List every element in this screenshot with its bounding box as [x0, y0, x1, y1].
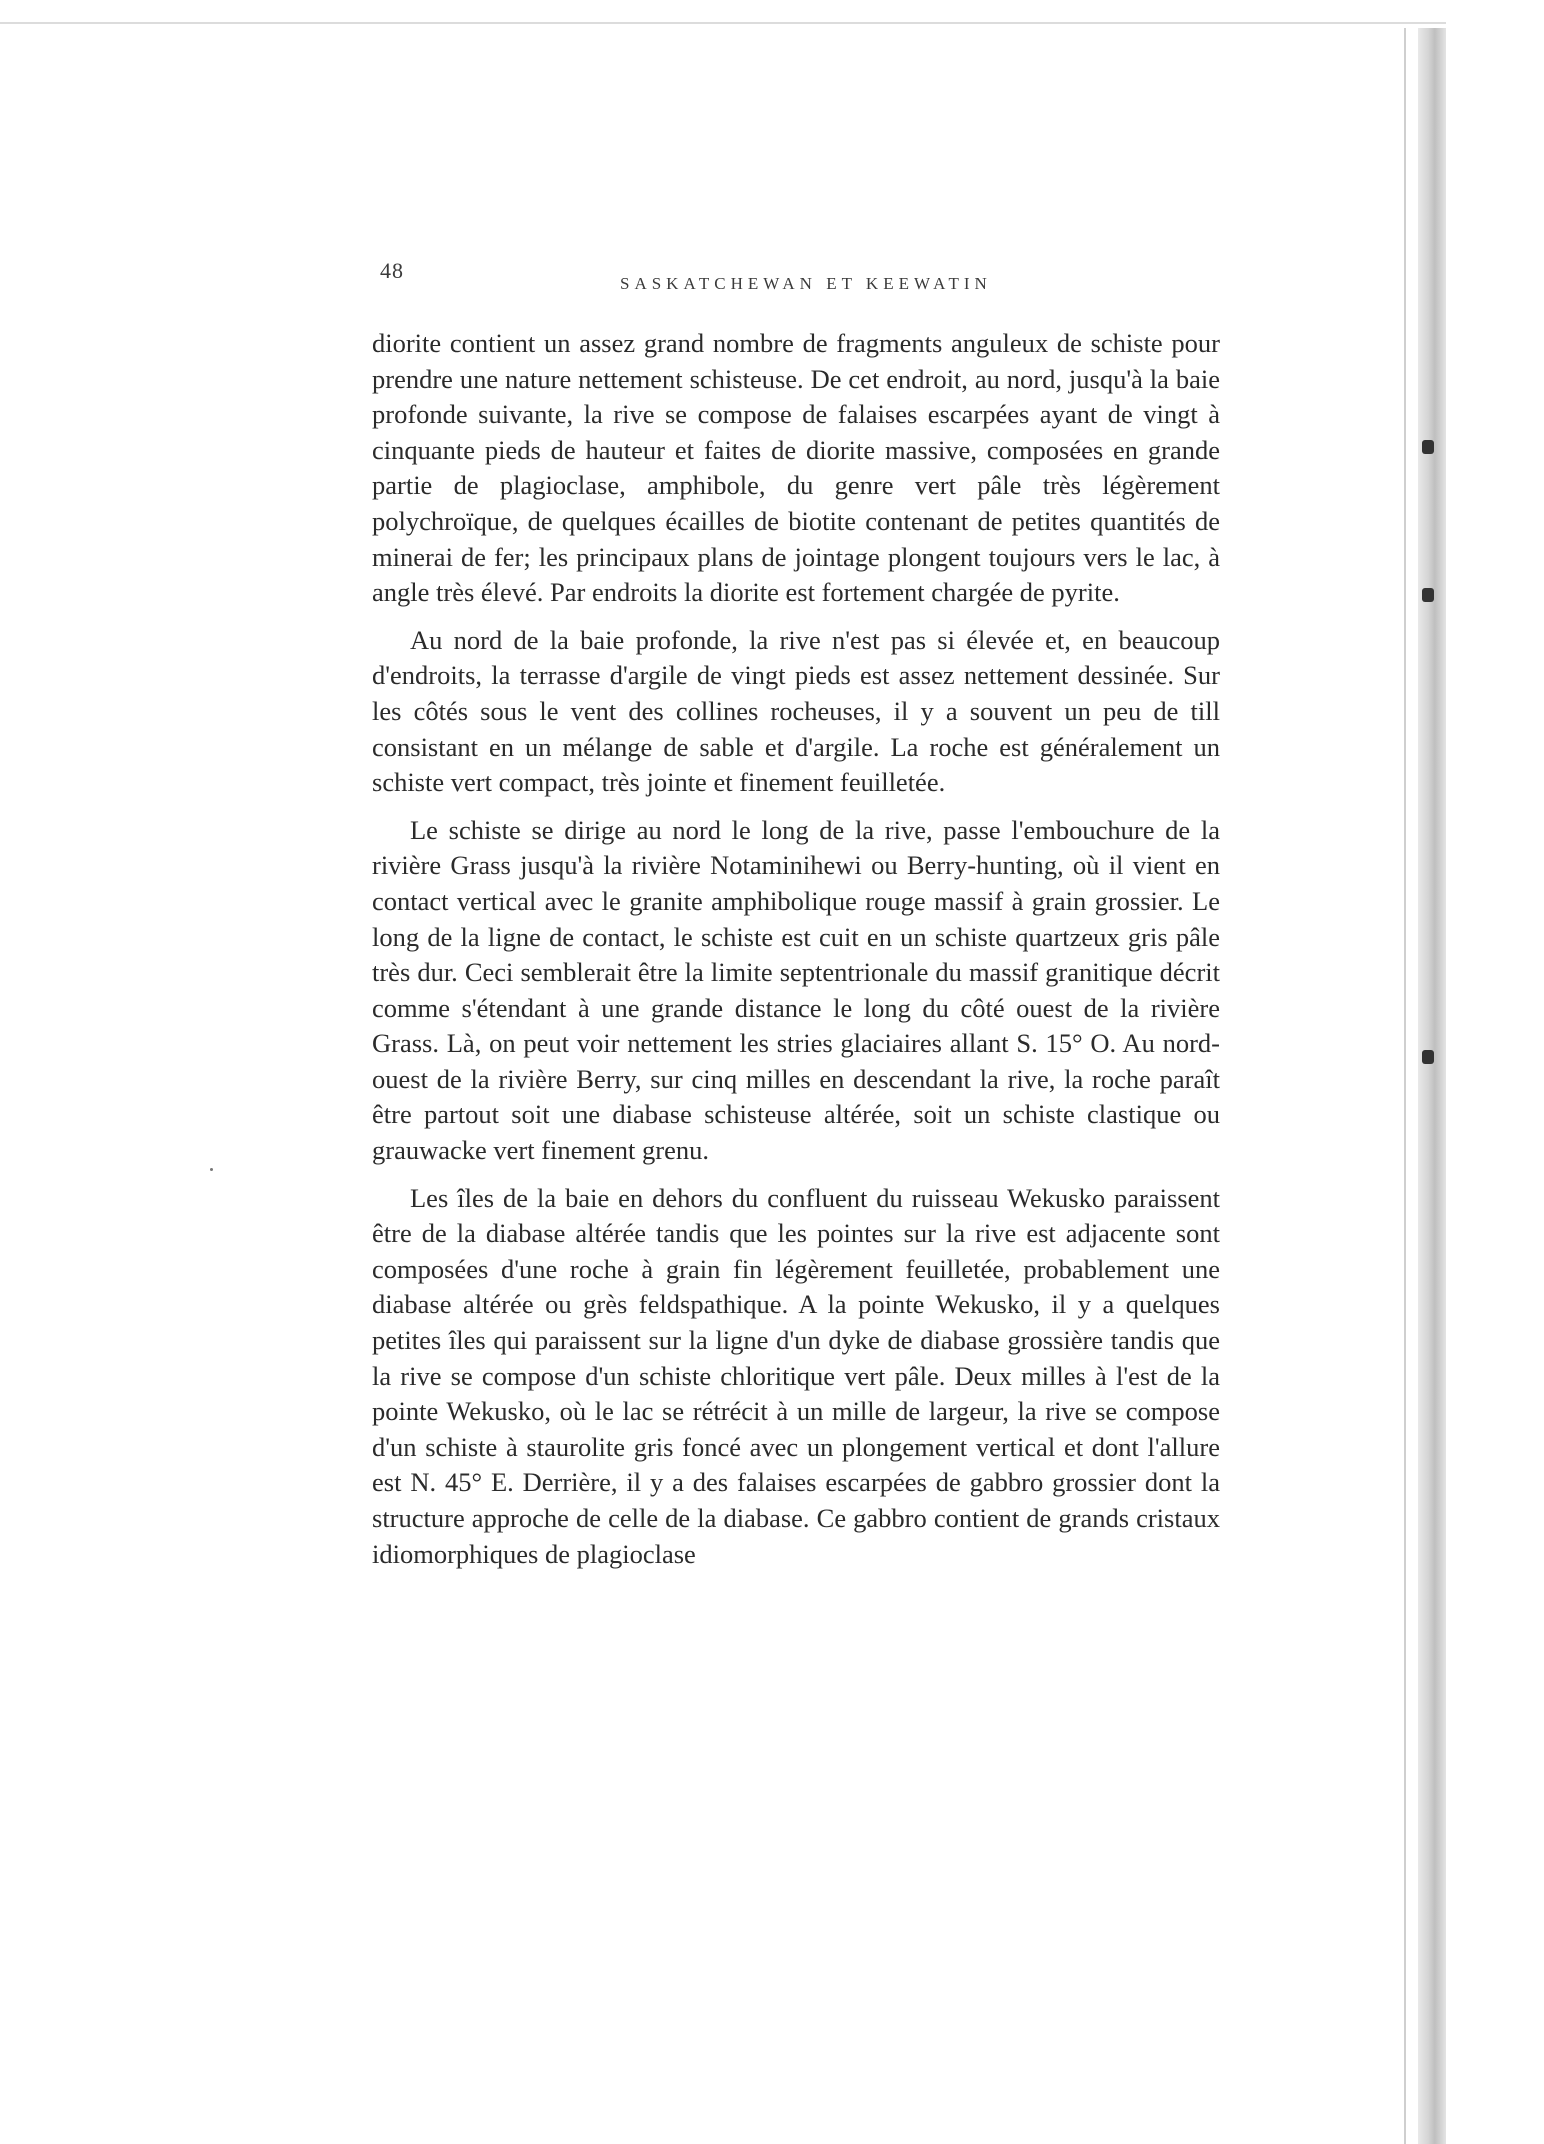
scanner-edge-strip	[1418, 28, 1446, 2144]
body-text	[372, 326, 1220, 1572]
paragraph: diorite contient un assez grand nombre de fragments anguleux de schiste pour prendre une nature nettement schisteuse. De cet endroit, au nord, jusqu'à la baie profonde suivante, la rive se compose de falaises escarpées ayant de vingt à cinquante pieds de hauteur et faites de diorite massive, composées en grande partie de plagioclase, amphibole, du genre vert pâle très légèrement polychroïque, de quelques écailles de biotite contenant de petites quantités de minerai de fer; les principaux plans de jointage plongent toujours vers le lac, à angle très élevé. Par endroits la diorite est fortement chargée de pyrite.	[372, 328, 1220, 608]
paragraph: Les îles de la baie en dehors du confluent du ruisseau Wekusko paraissent être de la diabase altérée tandis que les pointes sur la rive est adjacente sont composées d'une roche à grain fin légèrement feuilletée, probablement une diabase altérée ou grès feldspathique. A la pointe Wekusko, il y a quelques petites îles qui paraissent sur la ligne d'un dyke de diabase grossière tandis que la rive se compose d'un schiste chloritique vert pâle. Deux milles à l'est de la pointe Wekusko, où le lac se rétrécit à un mille de largeur, la rive se compose d'un schiste à staurolite gris foncé avec un plongement vertical et dont l'allure est N. 45° E. Derrière, il y a des falaises escarpées de gabbro grossier dont la structure approche de celle de la diabase. Ce gabbro contient de grands cristaux idiomorphiques de plagioclase	[372, 1182, 1220, 1569]
paragraph: Au nord de la baie profonde, la rive n'est pas si élevée et, en beaucoup d'endroits, la terrasse d'argile de vingt pieds est assez nettement dessinée. Sur les côtés sous le vent des collines rocheuses, il y a souvent un peu de till consistant en un mélange de sable et d'argile. La roche est généralement un schiste vert compact, très jointe et finement feuilletée.	[372, 624, 1220, 798]
paragraph: Le schiste se dirige au nord le long de la rive, passe l'embouchure de la rivière Grass jusqu'à la rivière Notaminihewi ou Berry-hunting, où il vient en contact vertical avec le granite amphibolique rouge massif à grain grossier. Le long de la ligne de contact, le schiste est cuit en un schiste quartzeux gris pâle très dur. Ceci semblerait être la limite septentrionale du massif granitique décrit comme s'étendant à une grande distance le long du côté ouest de la rivière Grass. Là, on peut voir nettement les stries glaciaires allant S. 15° O. Au nord-ouest de la rivière Berry, sur cinq milles en descendant la rive, la roche paraît être partout soit une diabase schisteuse altérée, soit un schiste clastique ou grauwacke vert finement grenu.	[372, 814, 1220, 1166]
edge-mark	[1422, 440, 1434, 454]
edge-mark	[1422, 588, 1434, 602]
page-right-edge	[1404, 28, 1406, 2144]
scan-speck	[210, 1168, 213, 1171]
edge-mark	[1422, 1050, 1434, 1064]
page-number: 48	[380, 258, 404, 283]
running-title: SASKATCHEWAN ET KEEWATIN	[620, 274, 992, 293]
page-top-edge	[0, 22, 1446, 24]
